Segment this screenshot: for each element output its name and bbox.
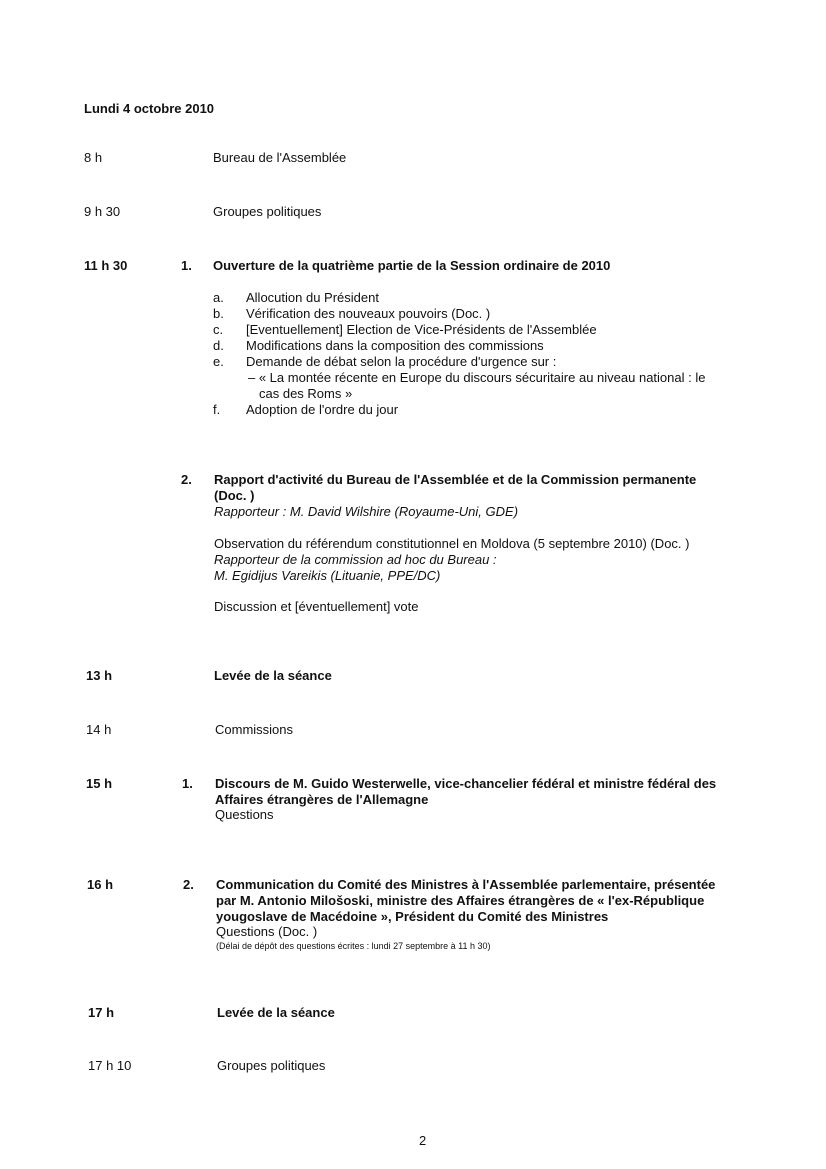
time-9h30: 9 h 30 <box>84 204 121 219</box>
slot-14h-text: Commissions <box>215 722 294 737</box>
item-title-line: yougoslave de Macédoine », Président du Comité des Ministres <box>216 909 609 924</box>
sublist-text: Demande de débat selon la procédure d'urgence sur : <box>246 354 557 369</box>
item-number: 1. <box>181 258 192 273</box>
item-title: Ouverture de la quatrième partie de la Session ordinaire de 2010 <box>213 258 611 273</box>
slot-17h-text: Levée de la séance <box>217 1005 335 1020</box>
time-17h10: 17 h 10 <box>88 1058 132 1073</box>
questions-text: Questions (Doc. ) <box>216 924 318 939</box>
time-15h: 15 h <box>86 776 113 791</box>
item-title-line: Discours de M. Guido Westerwelle, vice-chancelier fédéral et ministre fédéral des <box>215 776 717 791</box>
sublist-letter: e. <box>213 354 224 369</box>
sublist-text: Allocution du Président <box>246 290 379 305</box>
slot-17h10-text: Groupes politiques <box>217 1058 326 1073</box>
sublist-text: cas des Roms » <box>259 386 353 401</box>
time-8h: 8 h <box>84 150 103 165</box>
sublist-text: – « La montée récente en Europe du discours sécuritaire au niveau national : le <box>248 370 706 385</box>
item-number: 1. <box>182 776 193 791</box>
sublist-text: Modifications dans la composition des commissions <box>246 338 544 353</box>
item-title-line: Communication du Comité des Ministres à l'Assemblée parlementaire, présentée <box>216 877 716 892</box>
rapporteur: M. Egidijus Vareikis (Lituanie, PPE/DC) <box>214 568 441 583</box>
discussion-text: Discussion et [éventuellement] vote <box>214 599 419 614</box>
page-number: 2 <box>419 1133 427 1148</box>
sublist-letter: d. <box>213 338 224 353</box>
rapporteur: Rapporteur : M. David Wilshire (Royaume-Uni, GDE) <box>214 504 519 519</box>
item-title-line: Rapport d'activité du Bureau de l'Assemblée et de la Commission permanente <box>214 472 697 487</box>
sublist-text: Adoption de l'ordre du jour <box>246 402 399 417</box>
time-17h: 17 h <box>88 1005 115 1020</box>
sublist-text: Vérification des nouveaux pouvoirs (Doc. ) <box>246 306 491 321</box>
sublist-letter: f. <box>213 402 221 417</box>
sublist-letter: c. <box>213 322 224 337</box>
time-13h: 13 h <box>86 668 113 683</box>
time-16h: 16 h <box>87 877 114 892</box>
item-title-line: Affaires étrangères de l'Allemagne <box>215 792 429 807</box>
date-heading: Lundi 4 octobre 2010 <box>84 101 215 116</box>
item-number: 2. <box>183 877 194 892</box>
sublist-text: [Eventuellement] Election de Vice-Présidents de l'Assemblée <box>246 322 597 337</box>
item-number: 2. <box>181 472 192 487</box>
slot-8h-text: Bureau de l'Assemblée <box>213 150 347 165</box>
slot-9h30-text: Groupes politiques <box>213 204 322 219</box>
questions-text: Questions <box>215 807 274 822</box>
observation-text: Observation du référendum constitutionnel en Moldova (5 septembre 2010) (Doc. ) <box>214 536 690 551</box>
deadline-note: (Délai de dépôt des questions écrites : lundi 27 septembre à 11 h 30) <box>216 941 491 951</box>
slot-13h-text: Levée de la séance <box>214 668 332 683</box>
rapporteur: Rapporteur de la commission ad hoc du Bureau : <box>214 552 497 567</box>
sublist-letter: a. <box>213 290 224 305</box>
time-11h30: 11 h 30 <box>84 258 128 273</box>
time-14h: 14 h <box>86 722 112 737</box>
item-title-line: (Doc. ) <box>214 488 255 503</box>
sublist-letter: b. <box>213 306 224 321</box>
item-title-line: par M. Antonio Milošoski, ministre des Affaires étrangères de « l'ex-République <box>216 893 705 908</box>
